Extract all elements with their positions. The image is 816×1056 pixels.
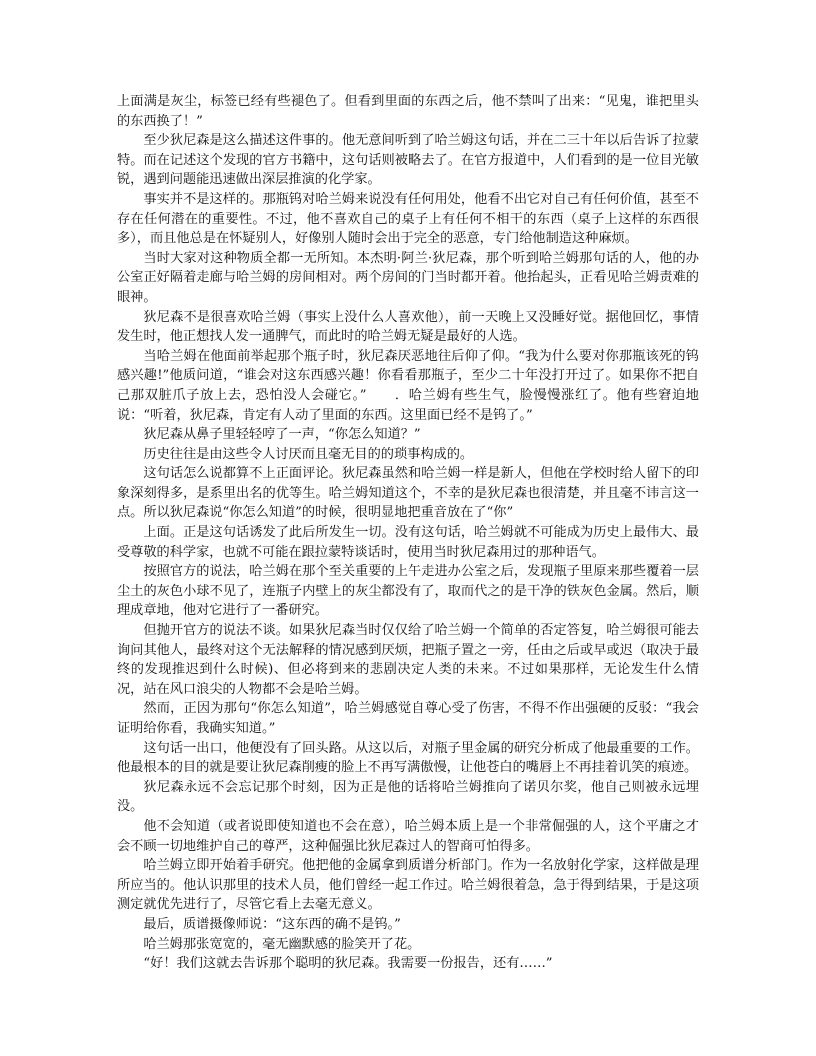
- paragraph-11: 按照官方的说法，哈兰姆在那个至关重要的上午走进办公室之后，发现瓶子里原来那些覆着一层尘土的灰色小球不见了，连瓶子内壁上的灰尘都没有了，取而代之的是干净的铁灰色金属。然后，顺理成章地，他对它进行了一番研究。: [117, 564, 699, 619]
- paragraph-10: 上面。正是这句话诱发了此后所发生一切。没有这句话，哈兰姆就不可能成为历史上最伟大、最受尊敬的科学家，也就不可能在跟拉蒙特谈话时，使用当时狄尼森用过的那种语气。: [117, 525, 699, 560]
- paragraph-3: 事实并不是这样的。那瓶钨对哈兰姆来说没有任何用处，他看不出它对自己有任何价值，甚至不存在任何潜在的重要性。不过，他不喜欢自己的桌子上有任何不相干的东西（桌子上这样的东西很多），而且他总是在怀疑别人，好像别人随时会出于完全的恶意，专门给他制造这种麻烦。: [117, 191, 699, 247]
- paragraph-13: 然而，正因为那句“你怎么知道”，哈兰姆感觉自尊心受了伤害，不得不作出强硬的反驳：“我会证明给你看，我确实知道。”: [117, 701, 699, 736]
- paragraph-15: 狄尼森永远不会忘记那个时刻，因为正是他的话将哈兰姆推向了诺贝尔奖，他自己则被永远埋没。: [117, 779, 699, 815]
- paragraph-9: 这句话怎么说都算不上正面评论。狄尼森虽然和哈兰姆一样是新人，但他在学校时给人留下的印象深刻得多，是系里出名的优等生。哈兰姆知道这个，不幸的是狄尼森也很清楚，并且毫不讳言这一点。所以狄尼森说“你怎么知道”的时候，很明显地把重音放在了“你”: [117, 466, 699, 521]
- paragraph-12: 但抛开官方的说法不谈。如果狄尼森当时仅仅给了哈兰姆一个简单的否定答复，哈兰姆很可能去询问其他人，最终对这个无法解释的情况感到厌烦，把瓶子置之一旁，任由之后或早或迟（取决于最终的发现推迟到什么时候)、但必将到来的悲剧决定人类的未来。不过如果那样，无论发生什么情况，站在风口浪尖的人物都不会是哈兰姆。: [117, 623, 699, 697]
- paragraph-1: 上面满是灰尘，标签已经有些褪色了。但看到里面的东西之后，他不禁叫了出来：“见鬼，谁把里头的东西换了！”: [117, 94, 699, 129]
- paragraph-17: 哈兰姆立即开始着手研究。他把他的金属拿到质谱分析部门。作为一名放射化学家，这样做是理所应当的。他认识那里的技术人员，他们曾经一起工作过。哈兰姆很着急，急于得到结果，于是这项测定就优先进行了，尽管它看上去毫无意义。: [117, 858, 699, 913]
- paragraph-8: 历史往往是由这些令人讨厌而且毫无目的的琐事构成的。: [143, 446, 474, 462]
- paragraph-5: 狄尼森不是很喜欢哈兰姆（事实上没什么人喜欢他），前一天晚上又没睡好觉。据他回忆，事情发生时，他正想找人发一通脾气，而此时的哈兰姆无疑是最好的人选。: [117, 309, 699, 345]
- paragraph-16: 他不会知道（或者说即使知道也不会在意），哈兰姆本质上是一个非常倔强的人，这个平庸之才会不顾一切地维护自己的尊严，这种倔强比狄尼森过人的智商可怕得多。: [117, 818, 699, 854]
- paragraph-14: 这句话一出口，他便没有了回头路。从这以后，对瓶子里金属的研究分析成了他最重要的工作。他最根本的目的就是要让狄尼森削瘦的脸上不再写满傲慢，让他苍白的嘴唇上不再挂着讥笑的痕迹。: [117, 740, 699, 776]
- paragraph-6: 当哈兰姆在他面前举起那个瓶子时，狄尼森厌恶地往后仰了仰。“我为什么要对你那瓶该死的钨感兴趣!”他质问道，“谁会对这东西感兴趣！你看看那瓶子，至少二十年没打开过了。如果你不把自己那双脏爪子放上去，恐怕没人会碰它。” ．哈兰姆有些生气，脸慢慢涨红了。他有些窘迫地说：“听着，狄尼森，肯定有人动了里面的东西。这里面已经不是钨了。”: [117, 348, 699, 423]
- paragraph-2: 至少狄尼森是这么描述这件事的。他无意间听到了哈兰姆这句话，并在二三十年以后告诉了拉蒙特。而在记述这个发现的官方书籍中，这句话则被略去了。在官方报道中，人们看到的是一位目光敏锐，遇到问题能迅速做出深层推演的化学家。: [117, 133, 699, 188]
- paragraph-4: 当时大家对这种物质全都一无所知。本杰明·阿兰·狄尼森，那个听到哈兰姆那句话的人，他的办公室正好隔着走廊与哈兰姆的房间相对。两个房间的门当时都开着。他抬起头，正看见哈兰姆责难的眼神。: [117, 250, 699, 305]
- document-page: [117, 92, 699, 974]
- paragraph-20: “好！我们这就去告诉那个聪明的狄尼森。我需要一份报告，还有……”: [143, 956, 553, 972]
- paragraph-19: 哈兰姆那张宽宽的，毫无幽默感的脸笑开了花。: [143, 936, 421, 952]
- paragraph-18: 最后，质谱摄像师说：“这东西的确不是钨。”: [143, 916, 401, 932]
- paragraph-7: 狄尼森从鼻子里轻轻哼了一声，“你怎么知道？”: [143, 427, 421, 443]
